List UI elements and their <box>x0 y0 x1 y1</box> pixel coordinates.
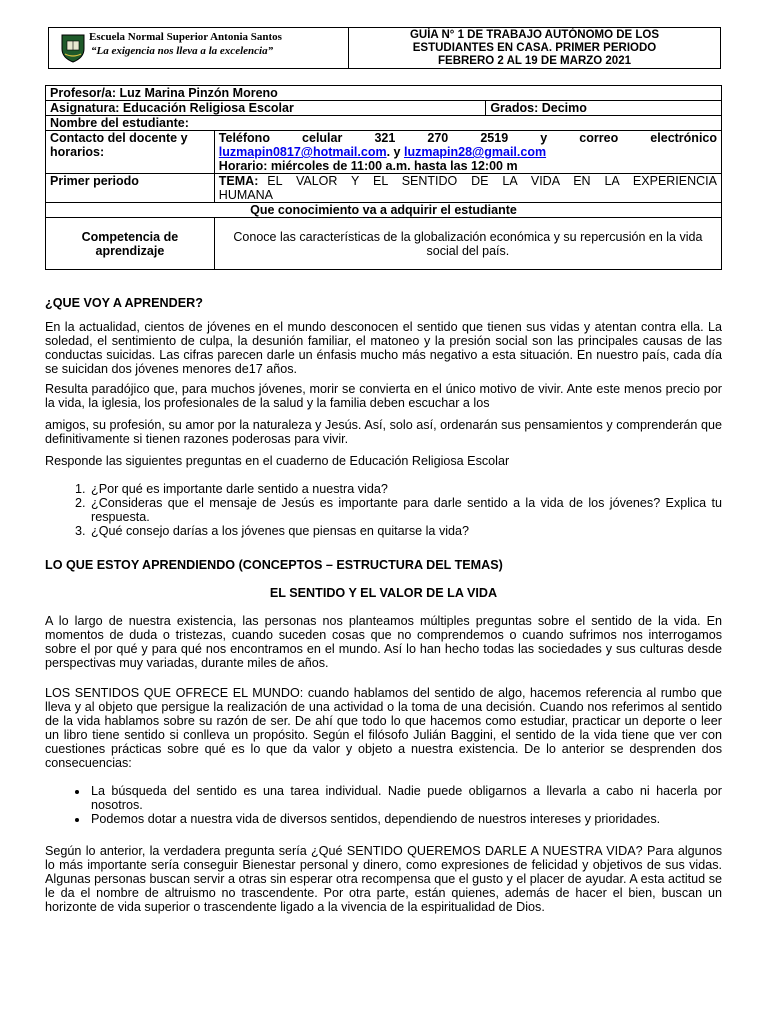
competence-row <box>46 218 722 270</box>
teacher-cell: Profesor/a: Luz Marina Pinzón Moreno <box>46 86 722 101</box>
school-shield-icon <box>59 33 87 63</box>
phone-line: Teléfono celular 321 270 2519 y correo electrónico <box>218 131 717 145</box>
theme-text: EL VALOR Y EL SENTIDO DE LA VIDA EN LA EXPERIENCIA HUMANA <box>218 174 717 202</box>
paragraph-instructions: Responde las siguientes preguntas en el cuaderno de Educación Religiosa Escolar <box>45 454 510 468</box>
question-item: 3. ¿Qué consejo darías a los jóvenes que piensas en quitarse la vida? <box>89 524 722 538</box>
grade-cell: Grados: Decimo <box>486 101 722 116</box>
teacher-row <box>46 86 722 101</box>
heading-what-will-i-learn: ¿QUE VOY A APRENDER? <box>45 296 203 310</box>
consequence-item: • Podemos dotar a nuestra vida de diversos sentidos, dependiendo de nuestros intereses y prioridades. <box>89 812 722 826</box>
period-label: Primer periodo <box>46 174 215 203</box>
contact-label: Contacto del docente y horarios: <box>46 131 215 174</box>
paragraph-existence: A lo largo de nuestra existencia, las personas nos planteamos múltiples preguntas sobre el sentido de la vida. En momentos de duda o tristezas, cuando suceden cosas que no comprendemos o cuando sufrimos nos interrogamos sobre el por qué y para qué nos encontramos en el mundo. Así lo han hecho todas las sociedades y sus culturas desde perspectivas muy variadas, durante miles de años. <box>45 614 722 670</box>
student-row <box>46 116 722 131</box>
knowledge-heading: Que conocimiento va a adquirir el estudiante <box>46 203 722 218</box>
school-block <box>49 28 349 68</box>
school-motto: “La exigencia nos lleva a la excelencia” <box>91 45 274 57</box>
question-item: 1. ¿Por qué es importante darle sentido a nuestra vida? <box>89 482 722 496</box>
email-link-2[interactable]: luzmapin28@gmail.com <box>403 145 547 159</box>
info-table <box>45 85 722 270</box>
school-name: Escuela Normal Superior Antonia Santos <box>89 31 282 43</box>
subject-row <box>46 101 722 116</box>
document-body <box>45 296 722 914</box>
guide-title-line-2: ESTUDIANTES EN CASA. PRIMER PERIODO <box>412 41 657 54</box>
paragraph-paradox: Resulta paradójico que, para muchos jóvenes, morir se convierta en el único motivo de vivir. Ante este menos precio por la vida, la iglesia, los profesionales de la salud y la familia deben escuchar a los <box>45 382 722 410</box>
email-line <box>219 145 717 159</box>
contact-row <box>46 131 722 174</box>
question-list <box>45 482 722 538</box>
heading-what-i-am-learning: LO QUE ESTOY APRENDIENDO (CONCEPTOS – ESTRUCTURA DEL TEMAS) <box>45 558 503 572</box>
schedule-line: Horario: miércoles de 11:00 a.m. hasta las 12:00 m <box>218 159 518 173</box>
school-text <box>89 30 282 58</box>
knowledge-row <box>46 203 722 218</box>
subject-cell: Asignatura: Educación Religiosa Escolar <box>46 101 486 116</box>
competence-label <box>46 218 215 270</box>
document-header <box>48 27 721 69</box>
competence-text-cell <box>214 218 721 270</box>
guide-title <box>349 28 720 68</box>
consequence-list <box>45 784 722 826</box>
student-name-cell: Nombre del estudiante: <box>46 116 722 131</box>
email-link-1[interactable]: luzmapin0817@hotmail.com <box>218 145 387 159</box>
contact-cell <box>214 131 721 174</box>
paragraph-true-question: Según lo anterior, la verdadera pregunta sería ¿Qué SENTIDO QUEREMOS DARLE A NUESTRA VIDA? Para algunos lo más importante sería conseguir Bienestar personal y dinero, como expresiones de felicidad y objetivos de sus vidas. Algunas personas buscan servir a otras sin esperar otra recompensa que el gusto y el placer de ayudar. A esta actitud se le da el nombre de altruismo no trascendente. Por otra parte, están quienes, además de hacer el bien, buscan un horizonte de vida superior o trascendente ligado a la vivencia de la espiritualidad de Dios. <box>45 844 722 914</box>
guide-title-line-3: FEBRERO 2 AL 19 DE MARZO 2021 <box>438 54 631 67</box>
consequence-item: • La búsqueda del sentido es una tarea individual. Nadie puede obligarnos a llevarla a cabo ni hacerla por nosotros. <box>89 784 722 812</box>
paragraph-friends: amigos, su profesión, su amor por la naturaleza y Jesús. Así, solo así, ordenarán sus pensamientos y comprenderán que definitivamente si tienen razones poderosas para vivir. <box>45 418 722 446</box>
competence-text: Conoce las características de la globalización económica y su repercusión en la vida social del país. <box>233 229 703 258</box>
section-title: EL SENTIDO Y EL VALOR DE LA VIDA <box>269 586 498 600</box>
period-row <box>46 174 722 203</box>
theme-label: TEMA: <box>218 174 259 188</box>
guide-title-line-1: GUÍA N° 1 DE TRABAJO AUTÓNOMO DE LOS <box>409 28 660 41</box>
email-separator: . y <box>386 145 401 159</box>
question-item: 2. ¿Consideras que el mensaje de Jesús es importante para darle sentido a la vida de los jóvenes? Explica tu respuesta. <box>89 496 722 524</box>
paragraph-intro: En la actualidad, cientos de jóvenes en el mundo desconocen el sentido que tienen sus vidas y atentan contra ella. La soledad, el sentimiento de culpa, la desunión familiar, el matoneo y la presión social son las principales causas de las conductas suicidas. Las cifras parecen darle un énfasis mucho más negativo a esta situación. En nuestro país, cada día se suicidan dos jóvenes menores de17 años. <box>45 320 722 376</box>
theme-cell <box>214 174 721 203</box>
competence-label-text: Competencia de aprendizaje <box>81 229 179 258</box>
paragraph-world-senses: LOS SENTIDOS QUE OFRECE EL MUNDO: cuando hablamos del sentido de algo, hacemos referencia al rumbo que lleva y al objeto que persigue la realización de una actividad o la toma de una decisión. Cuando nos referimos al sentido de la vida hablamos sobre su razón de ser. De ahí que todo lo que hacemos como estudiar, practicar un deporte o leer un libro tiene sentido si conlleva un propósito. Según el filósofo Julián Baggini, el sentido de la vida tiene que ver con cuestiones prácticas sobre qué es lo que da valor y objeto a nuestra existencia. De lo anterior se desprenden dos consecuencias: <box>45 686 722 770</box>
